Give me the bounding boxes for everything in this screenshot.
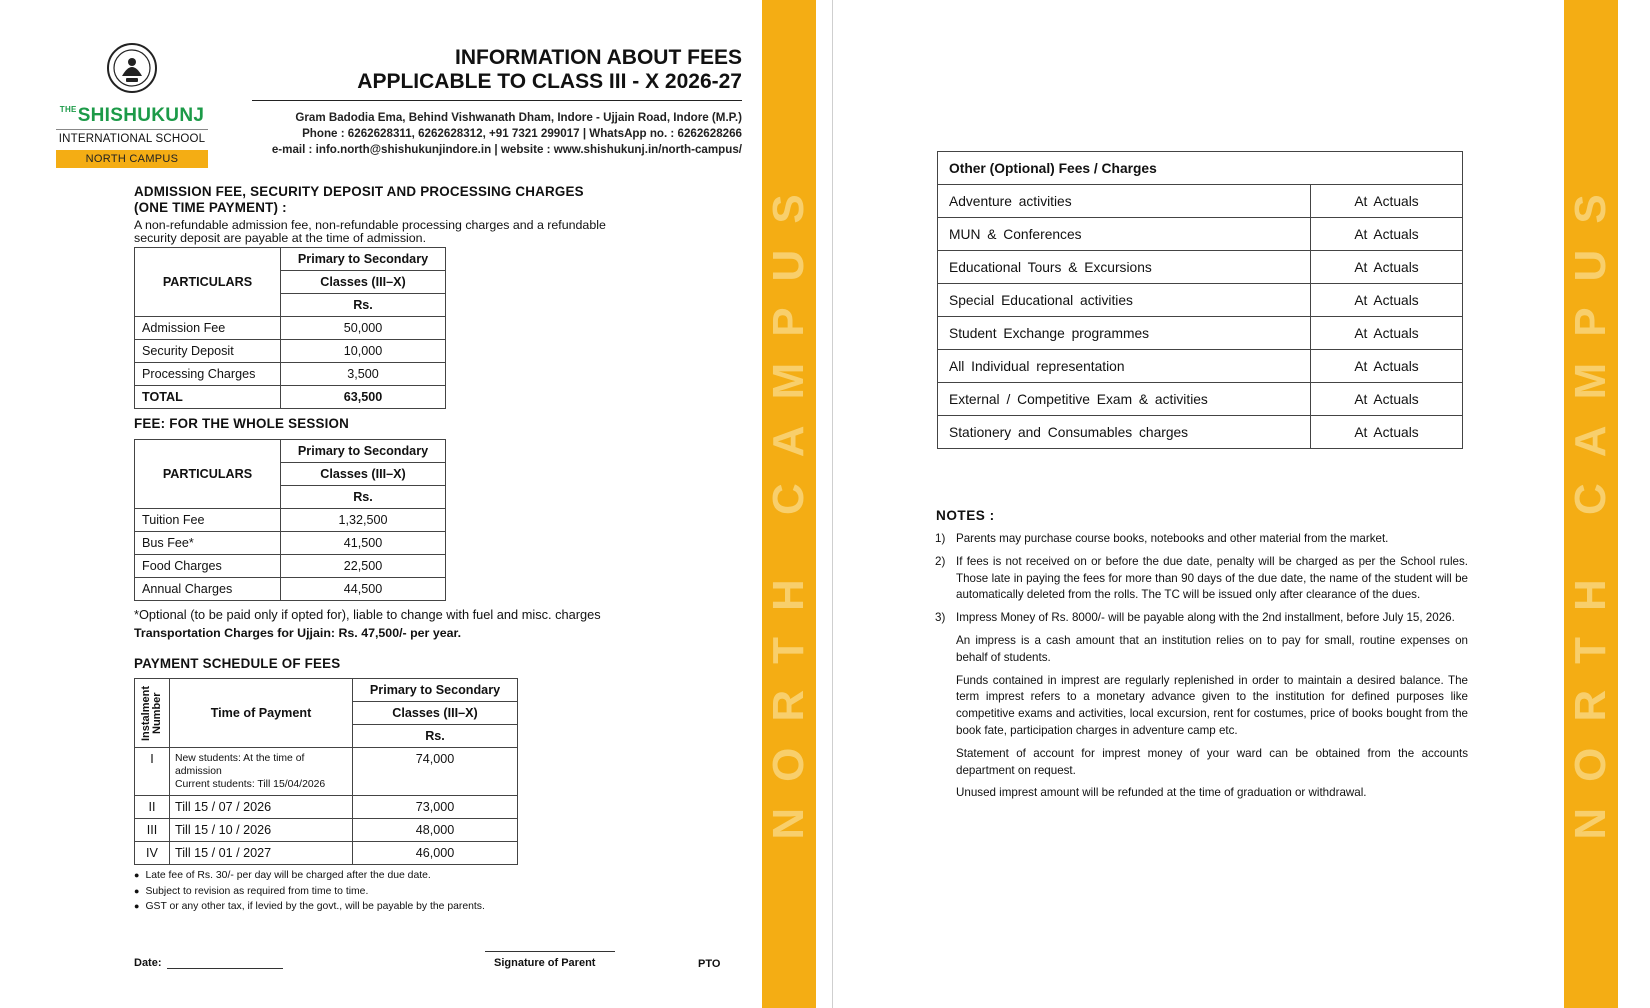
address: Gram Badodia Ema, Behind Vishwanath Dham, Indore - Ujjain Road, Indore (M.P.) (295, 111, 742, 124)
particulars-header: PARTICULARS (135, 440, 281, 509)
row-value: 50,000 (281, 317, 446, 340)
table-row (938, 350, 1463, 383)
payment-schedule-table (134, 678, 518, 865)
new-students-text: At the time of admission (175, 753, 305, 777)
optional-fees-table (937, 151, 1463, 449)
row-label: Security Deposit (135, 340, 281, 363)
particulars-header: PARTICULARS (135, 248, 281, 317)
table-row (938, 218, 1463, 251)
row-label: Food Charges (135, 555, 281, 578)
table-row (135, 748, 518, 796)
list-item: ● GST or any other tax, if levied by the govt., will be payable by the parents. (134, 899, 485, 915)
note-paragraph: Statement of account for imprest money of your ward can be obtained from the accounts department on request. (956, 746, 1468, 777)
row-label: MUN & Conferences (938, 218, 1311, 251)
school-name-prefix: THE (59, 105, 77, 114)
row-label: Bus Fee* (135, 532, 281, 555)
instalment-header (135, 679, 170, 748)
optional-fee-note: *Optional (to be paid only if opted for), liable to change with fuel and misc. charges (134, 607, 601, 622)
logo-divider (56, 129, 208, 130)
admission-heading-line-2: (ONE TIME PAYMENT) : (134, 200, 287, 215)
current-students-text: Till 15/04/2026 (254, 779, 326, 790)
column-header: Classes (III–X) (281, 463, 446, 486)
session-heading: FEE: FOR THE WHOLE SESSION (134, 416, 349, 431)
note-number: 2) (935, 554, 946, 568)
instalment-number: III (135, 819, 170, 842)
row-value: At Actuals (1311, 218, 1463, 251)
current-students-label: Current students: (175, 779, 255, 790)
admission-description (134, 219, 606, 245)
column-header: Rs. (281, 294, 446, 317)
note-paragraph: Unused imprest amount will be refunded at the time of graduation or withdrawal. (956, 786, 1367, 800)
session-fee-table (134, 439, 446, 601)
instalment-value: 46,000 (353, 842, 518, 865)
phone: Phone : 6262628311, 6262628312, +91 7321 299017 | WhatsApp no. : 6262628266 (302, 127, 742, 140)
table-row (938, 383, 1463, 416)
new-students-label: New students: (175, 753, 241, 764)
shishukunj-emblem-icon (106, 42, 158, 94)
table-row (135, 578, 446, 601)
campus-band-left (762, 0, 816, 1008)
row-value: 41,500 (281, 532, 446, 555)
total-label: TOTAL (135, 386, 281, 409)
row-value: 44,500 (281, 578, 446, 601)
column-header: Primary to Secondary (281, 440, 446, 463)
pto-label: PTO (698, 958, 721, 970)
column-header: Classes (III–X) (281, 271, 446, 294)
table-row (135, 509, 446, 532)
time-header: Time of Payment (170, 679, 353, 748)
optional-fees-heading: Other (Optional) Fees / Charges (938, 152, 1463, 185)
column-header: Primary to Secondary (353, 679, 518, 702)
table-row (135, 340, 446, 363)
instalment-time (170, 748, 353, 796)
row-label: Annual Charges (135, 578, 281, 601)
table-row (938, 284, 1463, 317)
row-value: 22,500 (281, 555, 446, 578)
total-value: 63,500 (281, 386, 446, 409)
contact-block (272, 110, 742, 158)
instalment-value: 48,000 (353, 819, 518, 842)
table-row (135, 363, 446, 386)
row-value: 3,500 (281, 363, 446, 386)
column-header: Primary to Secondary (281, 248, 446, 271)
notes-heading: NOTES : (936, 508, 995, 523)
row-value: 1,32,500 (281, 509, 446, 532)
table-row (938, 185, 1463, 218)
note-text: Parents may purchase course books, notebooks and other material from the market. (956, 532, 1389, 545)
instalment-time: Till 15 / 07 / 2026 (170, 796, 353, 819)
date-line (167, 968, 283, 969)
row-value: At Actuals (1311, 383, 1463, 416)
list-item: ● Subject to revision as required from time to time. (134, 884, 485, 900)
title-divider (252, 100, 742, 101)
row-value: At Actuals (1311, 251, 1463, 284)
note-text: If fees is not received on or before the due date, penalty will be charged as per the School rules. Those late in paying the fees for more than 90 days of the due date, the name of the student will be automatically deleted from the rolls. The TC will be issued only after clearance of the dues. (956, 554, 1468, 602)
table-row (938, 416, 1463, 449)
row-label: Special Educational activities (938, 284, 1311, 317)
campus-band-right (1564, 0, 1618, 1008)
note-item (935, 554, 1468, 604)
email-website: e-mail : info.north@shishukunjindore.in | website : www.shishukunj.in/north-campus/ (271, 143, 742, 156)
table-row (135, 842, 518, 865)
table-row (135, 796, 518, 819)
row-label: Processing Charges (135, 363, 281, 386)
row-label: Tuition Fee (135, 509, 281, 532)
note-text: Impress Money of Rs. 8000/- will be payable along with the 2nd installment, before July 15, 2026. (956, 611, 1455, 625)
row-label: External / Competitive Exam & activities (938, 383, 1311, 416)
schedule-heading: PAYMENT SCHEDULE OF FEES (134, 656, 341, 671)
instalment-time: Till 15 / 10 / 2026 (170, 819, 353, 842)
total-row (135, 386, 446, 409)
instalment-number: I (135, 748, 170, 796)
instalment-number: II (135, 796, 170, 819)
row-value: At Actuals (1311, 185, 1463, 218)
date-label: Date: (134, 957, 162, 969)
instalment-value: 73,000 (353, 796, 518, 819)
table-row (938, 317, 1463, 350)
table-row (135, 819, 518, 842)
notes-list (935, 531, 1468, 808)
instalment-value: 74,000 (353, 748, 518, 796)
row-value: At Actuals (1311, 350, 1463, 383)
admission-heading (134, 184, 584, 216)
admission-description-line-2: security deposit are payable at the time of admission. (134, 231, 427, 245)
row-value: At Actuals (1311, 317, 1463, 350)
school-subtitle: INTERNATIONAL SCHOOL (58, 133, 206, 145)
admission-description-line-1: A non-refundable admission fee, non-refundable processing charges and a refundable (134, 218, 606, 232)
table-row (135, 532, 446, 555)
note-paragraph: An impress is a cash amount that an institution relies on to pay for small, routine expenses on behalf of students. (956, 633, 1468, 664)
school-name-main: SHISHUKUNJ (77, 105, 205, 126)
campus-band-text: NORTH CAMPUS (1566, 168, 1615, 840)
note-item (935, 610, 1468, 627)
row-label: All Individual representation (938, 350, 1311, 383)
title-line-1: INFORMATION ABOUT FEES (455, 46, 742, 69)
column-header: Rs. (353, 725, 518, 748)
row-value: 10,000 (281, 340, 446, 363)
column-header: Rs. (281, 486, 446, 509)
list-item: ● Late fee of Rs. 30/- per day will be charged after the due date. (134, 868, 485, 884)
row-label: Stationery and Consumables charges (938, 416, 1311, 449)
row-label: Admission Fee (135, 317, 281, 340)
row-value: At Actuals (1311, 416, 1463, 449)
schedule-notes (134, 868, 485, 915)
school-logo (56, 42, 208, 168)
instalment-header-text: Instalment Number (140, 685, 163, 741)
note-item (935, 531, 1468, 548)
row-label: Educational Tours & Excursions (938, 251, 1311, 284)
table-row (938, 251, 1463, 284)
title-line-2: APPLICABLE TO CLASS III - X 2026-27 (357, 70, 742, 93)
note-number: 1) (935, 532, 946, 545)
campus-label: NORTH CAMPUS (56, 150, 208, 168)
table-row (135, 555, 446, 578)
signature-line (485, 951, 615, 952)
transport-note: Transportation Charges for Ujjain: Rs. 47,500/- per year. (134, 626, 462, 640)
row-value: At Actuals (1311, 284, 1463, 317)
page-title (357, 46, 742, 94)
school-name (56, 105, 208, 127)
admission-fee-table (134, 247, 446, 409)
row-label: Adventure activities (938, 185, 1311, 218)
note-paragraph: Funds contained in imprest are regularly replenished in order to maintain a desired balance. The term imprest refers to a monetary advance given to the institution for defined purposes like competitive exams and activities, local excursion, rent for costumes, price of books bought from the book fate, participation charges in adventure camp etc. (956, 673, 1468, 737)
fee-page-front (0, 0, 760, 1008)
table-row (135, 317, 446, 340)
campus-band-text: NORTH CAMPUS (764, 168, 813, 840)
instalment-time: Till 15 / 01 / 2027 (170, 842, 353, 865)
row-label: Student Exchange programmes (938, 317, 1311, 350)
column-header: Classes (III–X) (353, 702, 518, 725)
instalment-number: IV (135, 842, 170, 865)
admission-heading-line-1: ADMISSION FEE, SECURITY DEPOSIT AND PROCESSING CHARGES (134, 184, 584, 199)
note-number: 3) (935, 611, 946, 625)
signature-label: Signature of Parent (494, 957, 596, 969)
